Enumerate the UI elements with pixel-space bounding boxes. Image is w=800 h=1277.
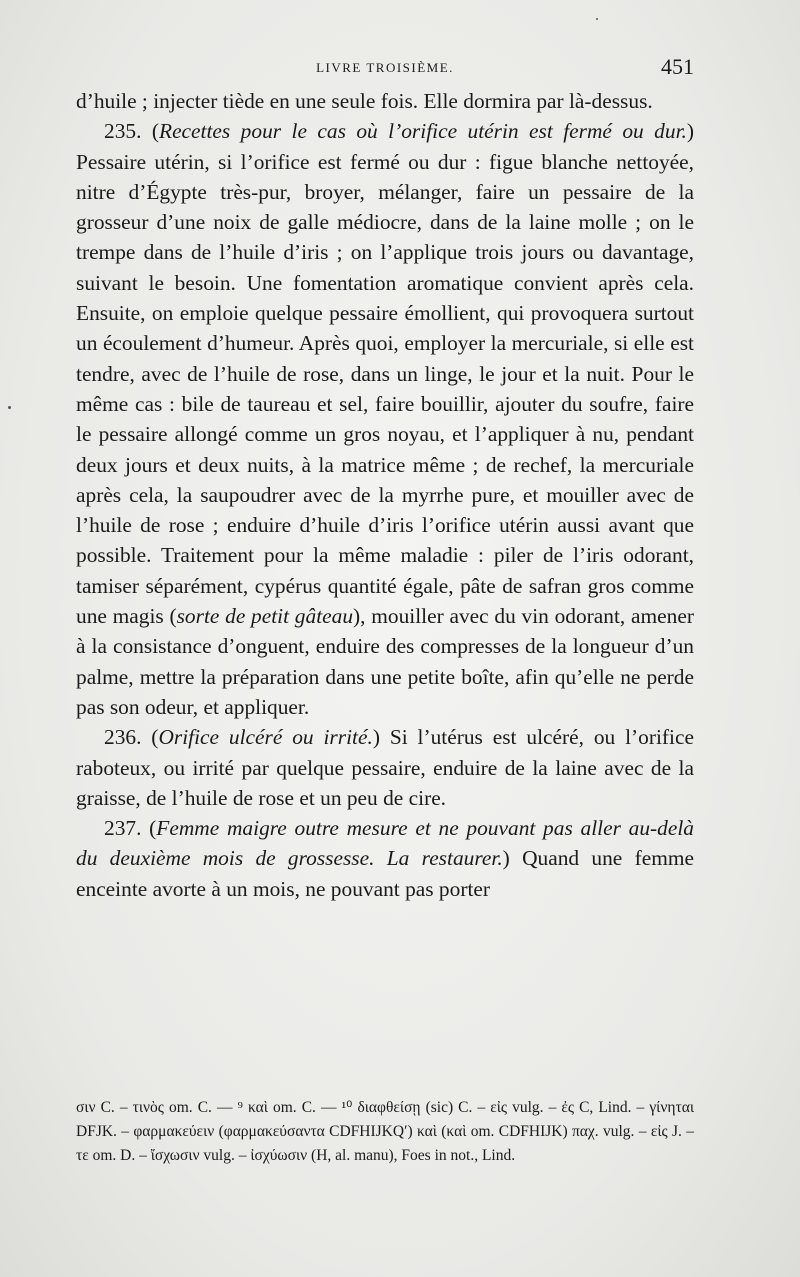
section-title: Recettes pour le cas où l’orifice utérin est fermé ou dur.	[159, 119, 687, 144]
paragraph-236: 236. (Orifice ulcéré ou irrité.) Si l’utérus est ulcéré, ou l’orifice raboteux, ou irrité par quelque pessaire, enduire de la laine avec de la graisse, de l’huile de rose et un peu de cire.	[76, 725, 694, 810]
paragraph-235: 235. (Recettes pour le cas où l’orifice utérin est fermé ou dur.) Pessaire utérin, si l’orifice est fermé ou dur : figue blanche nettoyée, nitre d’Égypte très-pur, broyer, mélanger, faire un pessaire de la grosseur d’une noix de galle médiocre, dans de la laine molle ; on le trempe dans de l’huile d’iris ; on l’applique trois jours ou davantage, suivant le besoin. Une fomentation aromatique convient après cela. Ensuite, on emploie quelque pessaire émollient, qui provoquera surtout un écoulement d’humeur. Après quoi, employer la mercuriale, si elle est tendre, avec de l’huile de rose, dans un linge, le jour et la nuit. Pour le même cas : bile de taureau et sel, faire bouillir, ajouter du soufre, faire le pessaire allongé comme un gros noyau, et l’appliquer à nu, pendant deux jours et deux nuits, à la matrice même ; de rechef, la mercuriale après cela, la saupoudrer avec de la myrrhe pure, et mouiller avec de l’huile de rose ; enduire d’huile d’iris l’orifice utérin aussi avant que possible. Traitement pour la même maladie : piler de l’iris odorant, tamiser séparément, cypérus quantité égale, pâte de safran gros comme une magis (sorte de petit gâteau), mouiller avec du vin odorant, amener à la consistance d’onguent, enduire des compresses de la longueur d’un palme, mettre la préparation dans une petite boîte, afin qu’elle ne perde pas son odeur, et appliquer.	[76, 119, 694, 719]
section-number: 237.	[104, 816, 142, 841]
section-text: Quand une femme enceinte avorte à un mois, ne pouvant pas porter	[76, 846, 694, 901]
section-text: Si l’utérus est ulcéré, ou l’orifice raboteux, ou irrité par quelque pessaire, enduire de la laine avec de la graisse, de l’huile de rose et un peu de cire.	[76, 725, 694, 810]
paper-speck	[8, 406, 11, 409]
footnote-line: σιν C. – τινὸς om. C. — ⁹ καὶ om. C. — ¹⁰ διαφθείσῃ (sic) C. – εἰς vulg. – ἐς C, Lind. – γίνηται DFJK. – φαρμακεύειν (φαρμακεύσαντα CDFHIJKQ′) καὶ (καὶ om. CDFHIJK) παχ. vulg. – εἰς J. – τε om. D. – ἴσχωσιν vulg. – ἰσχύωσιν (H, al. manu), Foes in not., Lind.	[76, 1099, 694, 1164]
page-number: 451	[661, 54, 694, 79]
section-text: Pessaire utérin, si l’orifice est fermé ou dur : figue blanche nettoyée, nitre d’Égypte très-pur, broyer, mélanger, faire un pessaire de la grosseur d’une noix de galle médiocre, dans de la laine molle ; on le trempe dans de l’huile d’iris ; on l’applique trois jours ou davantage, suivant le besoin. Une fomentation aromatique convient après cela. Ensuite, on emploie quelque pessaire émollient, qui provoquera surtout un écoulement d’humeur. Après quoi, employer la mercuriale, si elle est tendre, avec de l’huile de rose, dans un linge, le jour et la nuit. Pour le même cas : bile de taureau et sel, faire bouillir, ajouter du soufre, faire le pessaire allongé comme un gros noyau, et l’appliquer à nu, pendant deux jours et deux nuits, à la matrice même ; de rechef, la mercuriale après cela, la saupoudrer avec de la myrrhe pure, et mouiller avec de l’huile de rose ; enduire d’huile d’iris l’orifice utérin aussi avant que possible. Traitement pour la même maladie : piler de l’iris odorant, tamiser séparément, cypérus quantité égale, pâte de safran gros comme une magis (	[76, 149, 694, 629]
running-title: LIVRE TROISIÈME.	[316, 60, 454, 75]
paragraph-237: 237. (Femme maigre outre mesure et ne pouvant pas aller au-delà du deuxième mois de grossesse. La restaurer.) Quand une femme enceinte avorte à un mois, ne pouvant pas porter	[76, 816, 694, 901]
main-text	[76, 86, 694, 904]
section-title: Orifice ulcéré ou irrité.	[158, 725, 373, 750]
section-number: 235.	[104, 119, 142, 144]
section-title: Femme maigre outre mesure et ne pouvant pas aller au-delà du deuxième mois de grossesse. La restaurer.	[76, 816, 694, 871]
section-number: 236.	[104, 725, 142, 750]
section-gloss: sorte de petit gâteau	[176, 604, 354, 629]
footnotes	[76, 1096, 694, 1168]
paper-speck	[596, 18, 598, 20]
paragraph-continuation: d’huile ; injecter tiède en une seule fois. Elle dormira par là-dessus.	[76, 89, 653, 113]
page-header	[76, 54, 694, 84]
section-text-after: ), mouiller avec du vin odorant, amener à la consistance d’onguent, enduire des compresses de la longueur d’un palme, mettre la préparation dans une petite boîte, afin qu’elle ne perde pas son odeur, et appliquer.	[76, 604, 694, 719]
